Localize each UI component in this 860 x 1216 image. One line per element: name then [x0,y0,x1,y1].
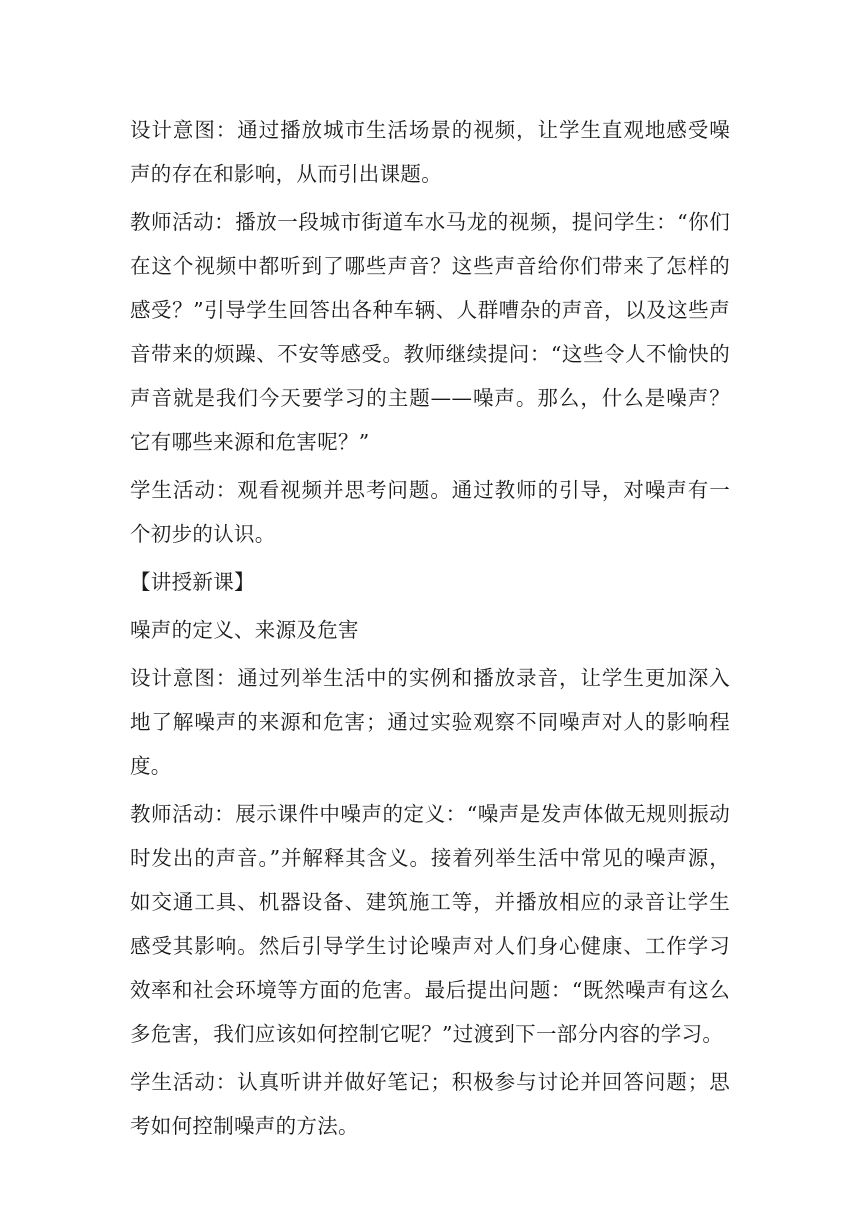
design-intent-paragraph: 设计意图：通过播放城市生活场景的视频，让学生直观地感受噪声的存在和影响，从而引出课题。 [130,118,730,186]
teacher-activity-paragraph: 教师活动：播放一段城市街道车水马龙的视频，提问学生：“你们在这个视频中都听到了哪些声音？这些声音给你们带来了怎样的感受？”引导学生回答出各种车辆、人群嘈杂的声音，以及这些声音带来的烦躁、不安等感受。教师继续提问：“这些令人不愉快的声音就是我们今天要学习的主题——噪声。那么，什么是噪声？它有哪些来源和危害呢？” [130,210,730,454]
subsection-heading: 噪声的定义、来源及危害 [130,618,359,642]
section-heading: 【讲授新课】 [130,570,255,594]
design-intent-paragraph: 设计意图：通过列举生活中的实例和播放录音，让学生更加深入地了解噪声的来源和危害；通过实验观察不同噪声对人的影响程度。 [130,666,730,778]
document-body [130,108,730,1152]
student-activity-paragraph: 学生活动：认真听讲并做好笔记；积极参与讨论并回答问题；思考如何控制噪声的方法。 [130,1070,730,1138]
student-activity-paragraph: 学生活动：观看视频并思考问题。通过教师的引导，对噪声有一个初步的认识。 [130,478,730,546]
teacher-activity-paragraph: 教师活动：展示课件中噪声的定义：“噪声是发声体做无规则振动时发出的声音。”并解释其含义。接着列举生活中常见的噪声源，如交通工具、机器设备、建筑施工等，并播放相应的录音让学生感受其影响。然后引导学生讨论噪声对人们身心健康、工作学习效率和社会环境等方面的危害。最后提出问题：“既然噪声有这么多危害，我们应该如何控制它呢？”过渡到下一部分内容的学习。 [130,802,730,1046]
